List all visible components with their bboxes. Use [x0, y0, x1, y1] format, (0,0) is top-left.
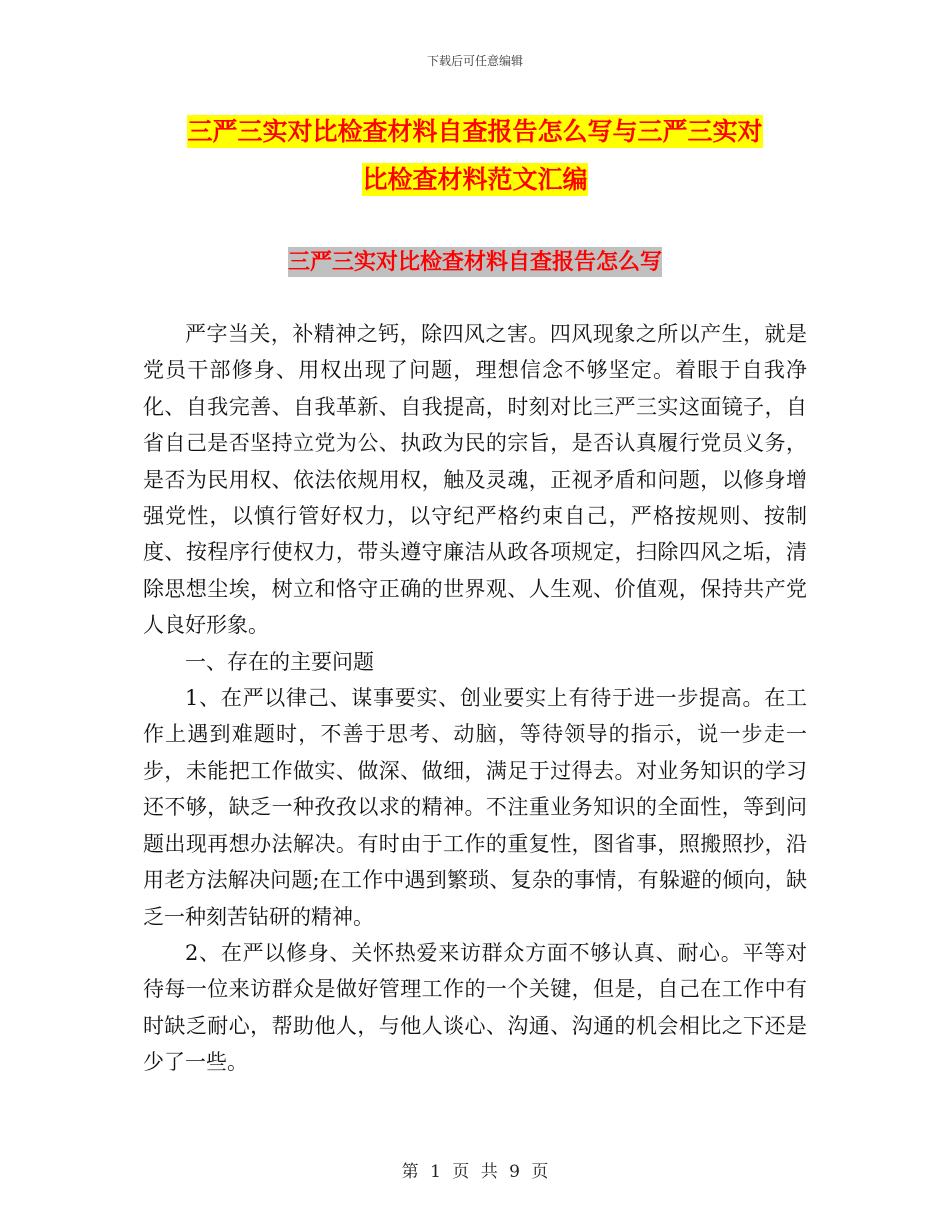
paragraph-problem-2: 2、在严以修身、关怀热爱来访群众方面不够认真、耐心。平等对待每一位来访群众是做好管理工作的一个关键，但是，自己在工作中有时缺乏耐心，帮助他人，与他人谈心、沟通、沟通的机会相比之下还是少了一些。	[143, 940, 807, 1075]
paragraph-problem-1: 1、在严以律己、谋事要实、创业要实上有待于进一步提高。在工作上遇到难题时，不善于思考、动脑，等待领导的指示，说一步走一步，未能把工作做实、做深、做细，满足于过得去。对业务知识的学习还不够，缺乏一种孜孜以求的精神。不注重业务知识的全面性，等到问题出现再想办法解决。有时由于工作的重复性，图省事，照搬照抄，沿用老方法解决问题;在工作中遇到繁琐、复杂的事情，有躲避的倾向，缺乏一种刻苦钻研的精神。	[143, 686, 807, 929]
section-heading	[0, 244, 950, 280]
header-note: 下载后可任意编辑	[426, 54, 523, 68]
paragraph-heading-problems: 一、存在的主要问题	[185, 649, 374, 674]
section-heading-text: 三严三实对比检查材料自查报告怎么写	[287, 249, 662, 275]
document-title	[0, 108, 950, 204]
document-title-line-2: 比检查材料范文汇编	[362, 165, 588, 194]
document-title-line-1: 三严三实对比检查材料自查报告怎么写与三严三实对	[187, 117, 763, 146]
body-text	[143, 316, 807, 1081]
paragraph-intro: 严字当关，补精神之钙，除四风之害。四风现象之所以产生，就是党员干部修身、用权出现了问题，理想信念不够坚定。着眼于自我净化、自我完善、自我革新、自我提高，时刻对比三严三实这面镜子，自省自己是否坚持立党为公、执政为民的宗旨，是否认真履行党员义务，是否为民用权、依法依规用权，触及灵魂，正视矛盾和问题，以修身增强党性，以慎行管好权力，以守纪严格约束自己，严格按规则、按制度、按程序行使权力，带头遵守廉洁从政各项规定，扫除四风之垢，清除思想尘埃，树立和恪守正确的世界观、人生观、价值观，保持共产党人良好形象。	[143, 322, 807, 638]
page-footer: 第 1 页 共 9 页	[401, 1162, 549, 1182]
